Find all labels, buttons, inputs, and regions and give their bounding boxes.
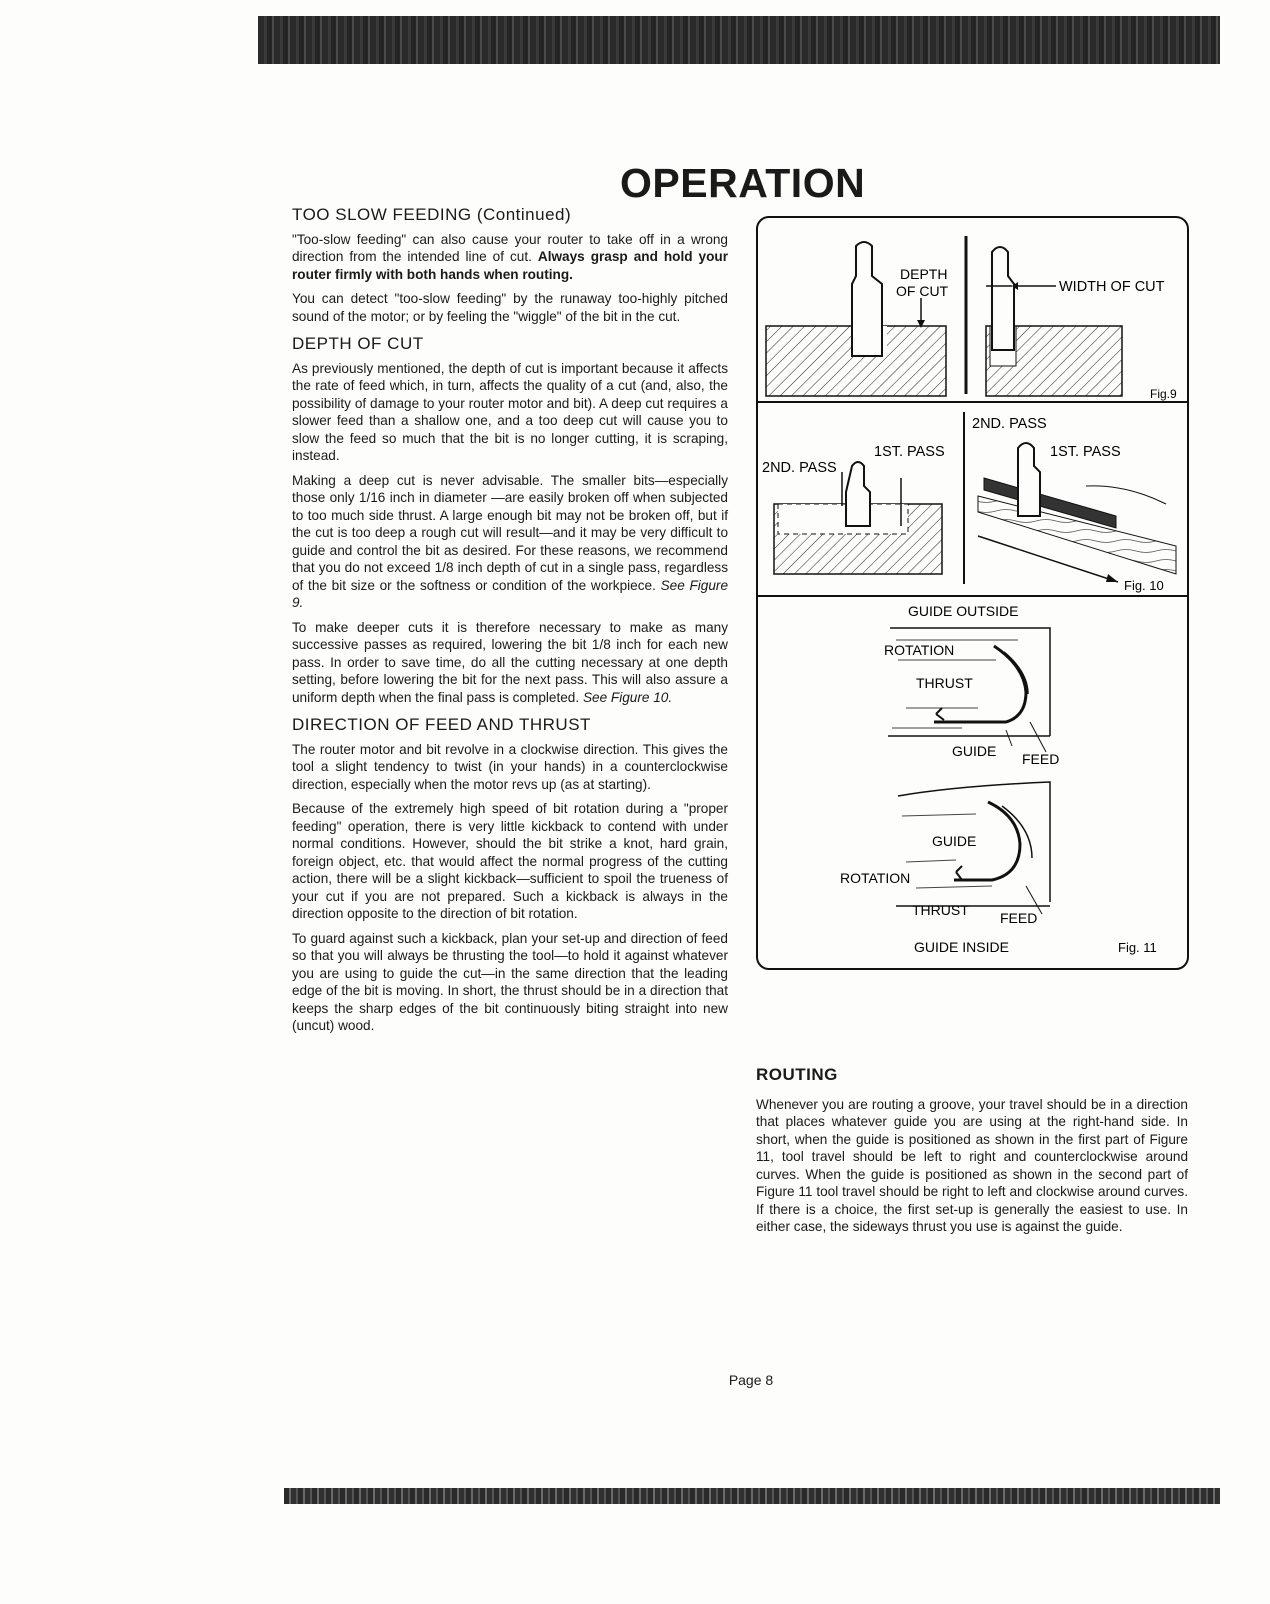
fig10-caption: Fig. 10 xyxy=(1124,578,1164,593)
paragraph: The router motor and bit revolve in a clockwise direction. This gives the tool a slight tendency to twist (in your hands) in a counterclockwise direction, especially when the motor revs up (as at starting). xyxy=(292,741,728,792)
heading-depth-of-cut: DEPTH OF CUT xyxy=(292,334,424,353)
figure-ref: See Figure 9. xyxy=(292,577,729,610)
fig9-depth-label: DEPTH xyxy=(900,266,948,282)
fig11-outside-title: GUIDE OUTSIDE xyxy=(908,603,1019,619)
figure-ref: See Figure 10. xyxy=(582,689,673,705)
fig10-first-pass-left: 1ST. PASS xyxy=(874,444,945,460)
paragraph: You can detect "too-slow feeding" by the runaway too-highly pitched sound of the motor; or by feeling the "wiggle" of the bit in the cut. xyxy=(292,291,728,324)
paragraph: Because of the extremely high speed of bit rotation during a "proper feeding" operation, there is very little kickback to contend with under normal conditions. However, should the bit strike a knot, hard grain, foreign object, etc. that would affect the normal progress of the cutting action, there will be a slight kickback—sufficient to spoil the trueness of your cut if you are not prepared. Such a kickback is always in the direction opposite to the direction of bit rotation. xyxy=(292,801,728,921)
fig11-thrust-1: THRUST xyxy=(916,675,973,691)
fig9-caption: Fig.9 xyxy=(1150,387,1177,401)
page-footer xyxy=(0,1372,1270,1388)
fig9-width-diagram xyxy=(986,247,1122,396)
text-span: Making a deep cut is never advisable. The smaller bits—especially those only 1/16 inch in diameter —are easily broken off when subjected to too much side thrust. A large enough bit may not be broken off, but if the cut is too deep a rough cut will result—and it may be very difficult to guide and control the bit as desired. For these reasons, we recommend that you do not exceed 1/8 inch depth of cut in a single pass, regardless of the bit size or the softness or condition of the workpiece. xyxy=(292,472,728,593)
heading-routing: ROUTING xyxy=(756,1065,838,1084)
paragraph: Whenever you are routing a groove, your travel should be in a direction that places whatever guide you are using at the right-hand side. In short, when the guide is positioned as shown in the first part of Figure 11, tool travel should be left to right and counterclockwise around curves. When the guide is positioned as shown in the second part of Figure 11 tool travel should be right to left and clockwise around curves. If there is a choice, the first set-up is generally the easiest to use. In either case, the sideways thrust you use is against the guide. xyxy=(756,1096,1188,1234)
fig11-guide-1: GUIDE xyxy=(952,743,997,759)
fig10-first-pass-right: 1ST. PASS xyxy=(1050,444,1121,460)
fig11-rotation-2: ROTATION xyxy=(840,870,911,886)
routing-section xyxy=(756,1066,1188,1243)
fig11-guide-2: GUIDE xyxy=(932,833,977,849)
fig11-rotation-1: ROTATION xyxy=(884,642,955,658)
paragraph xyxy=(292,231,728,284)
fig11-feed-2: FEED xyxy=(1000,910,1038,926)
fig11-thrust-2: THRUST xyxy=(912,902,969,918)
top-scan-bar xyxy=(258,16,1220,64)
page-number: Page 8 xyxy=(728,1372,774,1388)
bottom-scan-bar xyxy=(284,1488,1220,1504)
figures-panel xyxy=(756,216,1190,972)
fig10-second-pass-top: 2ND. PASS xyxy=(972,416,1047,432)
fig11-feed-1: FEED xyxy=(1022,751,1060,767)
fig9-depth-label-2: OF CUT xyxy=(896,283,949,299)
fig10-second-pass-left: 2ND. PASS xyxy=(762,460,837,476)
fig11-caption: Fig. 11 xyxy=(1118,940,1157,955)
paragraph xyxy=(292,619,728,707)
paragraph: As previously mentioned, the depth of cut is important because it affects the rate of feed which, in turn, affects the quality of a cut (and, also, the possibility of damage to your router motor and bit). A deep cut requires a slower feed than a shallow one, and a too deep cut will cause you to slow the feed so much that the bit is no longer cutting, it is scraping, instead. xyxy=(292,360,728,463)
page-title: OPERATION xyxy=(620,160,866,206)
heading-too-slow: TOO SLOW FEEDING (Continued) xyxy=(292,205,572,224)
fig10-perspective-diagram xyxy=(978,443,1176,582)
fig9-width-label: WIDTH OF CUT xyxy=(1059,279,1165,295)
text-span: To make deeper cuts it is therefore necessary to make as many successive passes as required, lowering the bit 1/8 inch for each new pass. In order to save time, do all the cutting necessary at one depth setting, before lowering the bit for the next pass. This will also assure a uniform depth when the final pass is completed. xyxy=(292,619,728,705)
paragraph xyxy=(292,472,728,612)
figures-svg xyxy=(756,216,1190,972)
paragraph: To guard against such a kickback, plan your set-up and direction of feed so that you will always be thrusting the tool—to hold it against whatever you are using to guide the cut—in the same direction that the leading edge of the bit is moving. In short, the thrust should be in a direction that keeps the sharp edges of the bit continuously biting straight into new (uncut) wood. xyxy=(292,930,728,1033)
fig11-inside-title: GUIDE INSIDE xyxy=(914,939,1009,955)
bold-warning: Always grasp and hold your router firmly with both hands when routing. xyxy=(292,249,728,282)
fig10-pass-diagram xyxy=(774,462,942,574)
text-span: "Too-slow feeding" can also cause your router to take off in a wrong direction from the intended line of cut. xyxy=(292,231,728,264)
left-column xyxy=(292,206,728,1042)
heading-direction: DIRECTION OF FEED AND THRUST xyxy=(292,715,591,734)
